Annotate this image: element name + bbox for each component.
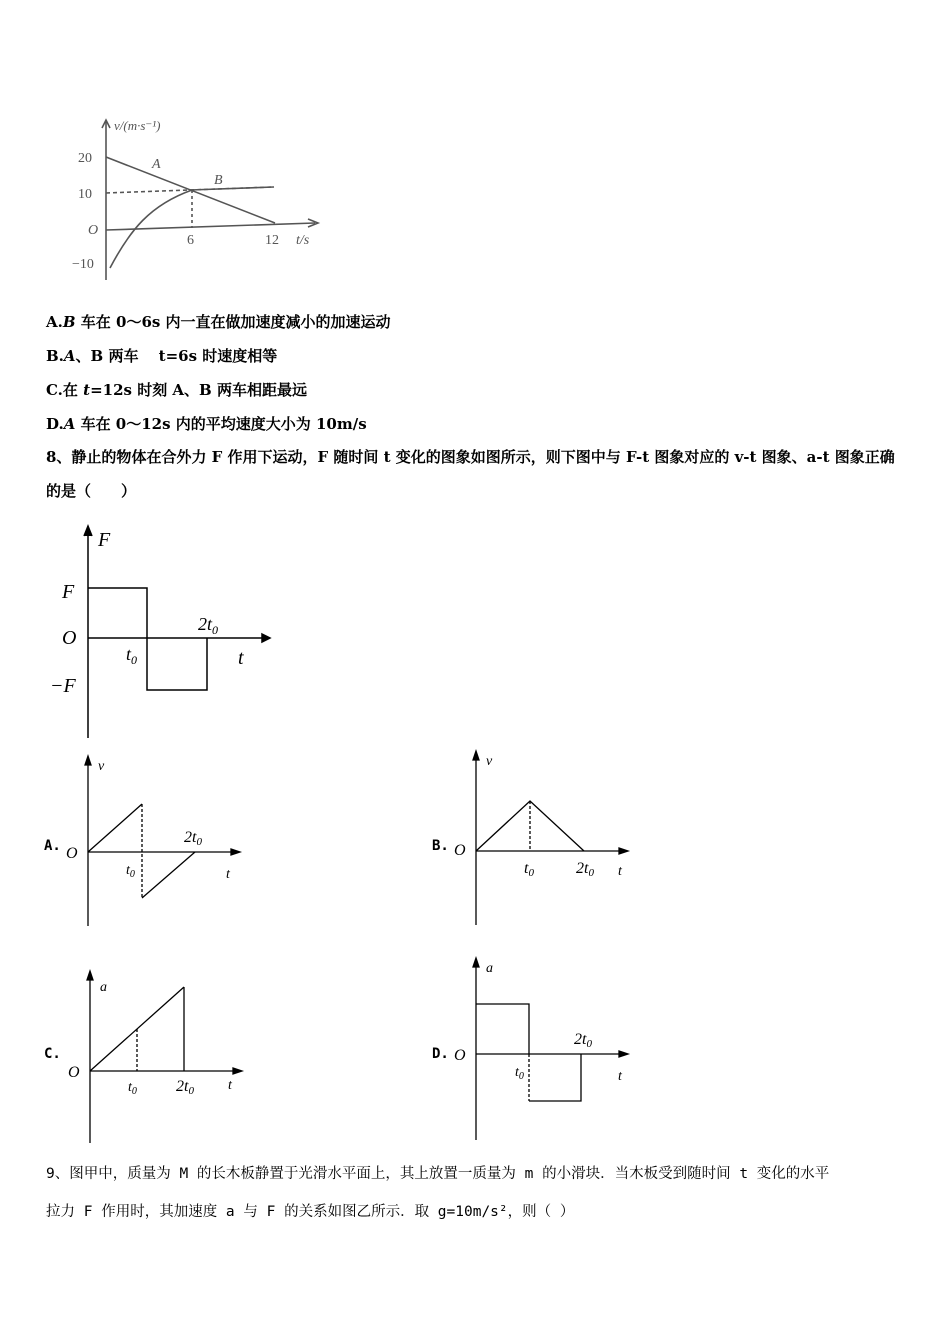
svg-text:t0: $t_0$ bbox=[126, 644, 138, 667]
label-a: A bbox=[152, 157, 161, 172]
svg-text:t: t bbox=[618, 864, 622, 879]
svg-text:2t0: 2t0 bbox=[184, 829, 202, 848]
q8-option-b-graph bbox=[448, 745, 648, 930]
line-b-solid bbox=[190, 187, 274, 190]
q7-option-c: C.在 t=12s 时刻 A、B 两车相距最远 bbox=[46, 381, 307, 399]
svg-text:O: O bbox=[454, 842, 466, 859]
q7-vt-graph bbox=[70, 110, 340, 290]
svg-text:v: v bbox=[486, 754, 493, 769]
q8-question-text: 8、静止的物体在合外力 F 作用下运动，F 随时间 t 变化的图象如图所示，则下图中与 F-t 图象对应的 v-t 图象、a-t 图象正确的是（ ） bbox=[46, 448, 895, 500]
svg-text:t0: $t_0$ bbox=[515, 1065, 524, 1082]
svg-text:2t0: $2t_0$ bbox=[198, 614, 219, 637]
svg-text:t: t bbox=[226, 867, 230, 882]
svg-text:t: t bbox=[238, 647, 244, 669]
q9-question-line1: 9、图甲中，质量为 M 的长木板静置于光滑水平面上，其上放置一质量为 m 的小滑块．当木板受到随时间 t 变化的水平 bbox=[46, 1166, 830, 1182]
svg-text:−F: −F bbox=[50, 675, 76, 697]
q8-option-d-letter: D. bbox=[432, 1046, 449, 1062]
q9-question-line2: 拉力 F 作用时，其加速度 a 与 F 的关系如图乙所示．取 g=10m/s²，则（ ） bbox=[46, 1204, 575, 1220]
svg-text:t0: $t_0$ bbox=[128, 1080, 137, 1097]
svg-text:O: O bbox=[62, 627, 77, 649]
svg-text:t: t bbox=[618, 1069, 622, 1084]
tick-10: 10 bbox=[78, 187, 92, 202]
q7-y-axis-label: v/(m·s⁻¹) bbox=[114, 118, 161, 133]
svg-text:v: v bbox=[98, 759, 105, 774]
svg-text:t: t bbox=[228, 1078, 232, 1093]
q7-option-a: A.B 车在 0～6s 内一直在做加速度减小的加速运动 bbox=[46, 313, 391, 331]
tick-O: O bbox=[88, 223, 99, 238]
q7-option-b: B.A、B 两车 t=6s 时速度相等 bbox=[46, 347, 278, 365]
q8-option-c-graph bbox=[62, 965, 262, 1145]
q8-option-a-graph bbox=[60, 750, 260, 930]
svg-text:2t0: 2t0 bbox=[176, 1078, 194, 1097]
svg-text:2t0: 2t0 bbox=[576, 860, 594, 879]
q8-option-b-letter: B. bbox=[432, 838, 449, 854]
tick-12: 12 bbox=[265, 233, 279, 248]
svg-text:2t0: 2t0 bbox=[574, 1031, 592, 1050]
tick-neg10: −10 bbox=[72, 257, 94, 272]
q8-option-c-letter: C. bbox=[44, 1046, 61, 1062]
svg-text:F: F bbox=[98, 529, 111, 551]
tick-6: 6 bbox=[187, 233, 194, 248]
q7-x-axis-label: t/s bbox=[296, 233, 310, 248]
q8-option-d-graph bbox=[448, 952, 648, 1142]
svg-text:F: F bbox=[62, 581, 75, 603]
svg-text:t0: $t_0$ bbox=[126, 863, 135, 880]
svg-text:O: O bbox=[454, 1047, 466, 1064]
svg-text:O: O bbox=[66, 845, 78, 862]
q7-option-d: D.A 车在 0～12s 内的平均速度大小为 10m/s bbox=[46, 415, 367, 433]
q8-option-a-letter: A. bbox=[44, 838, 61, 854]
label-b: B bbox=[214, 173, 223, 188]
q8-ft-graph bbox=[40, 520, 280, 745]
svg-text:t0: t0 bbox=[524, 860, 534, 879]
svg-text:a: a bbox=[486, 961, 493, 976]
tick-20: 20 bbox=[78, 151, 92, 166]
svg-text:O: O bbox=[68, 1064, 80, 1081]
svg-text:a: a bbox=[100, 980, 107, 995]
